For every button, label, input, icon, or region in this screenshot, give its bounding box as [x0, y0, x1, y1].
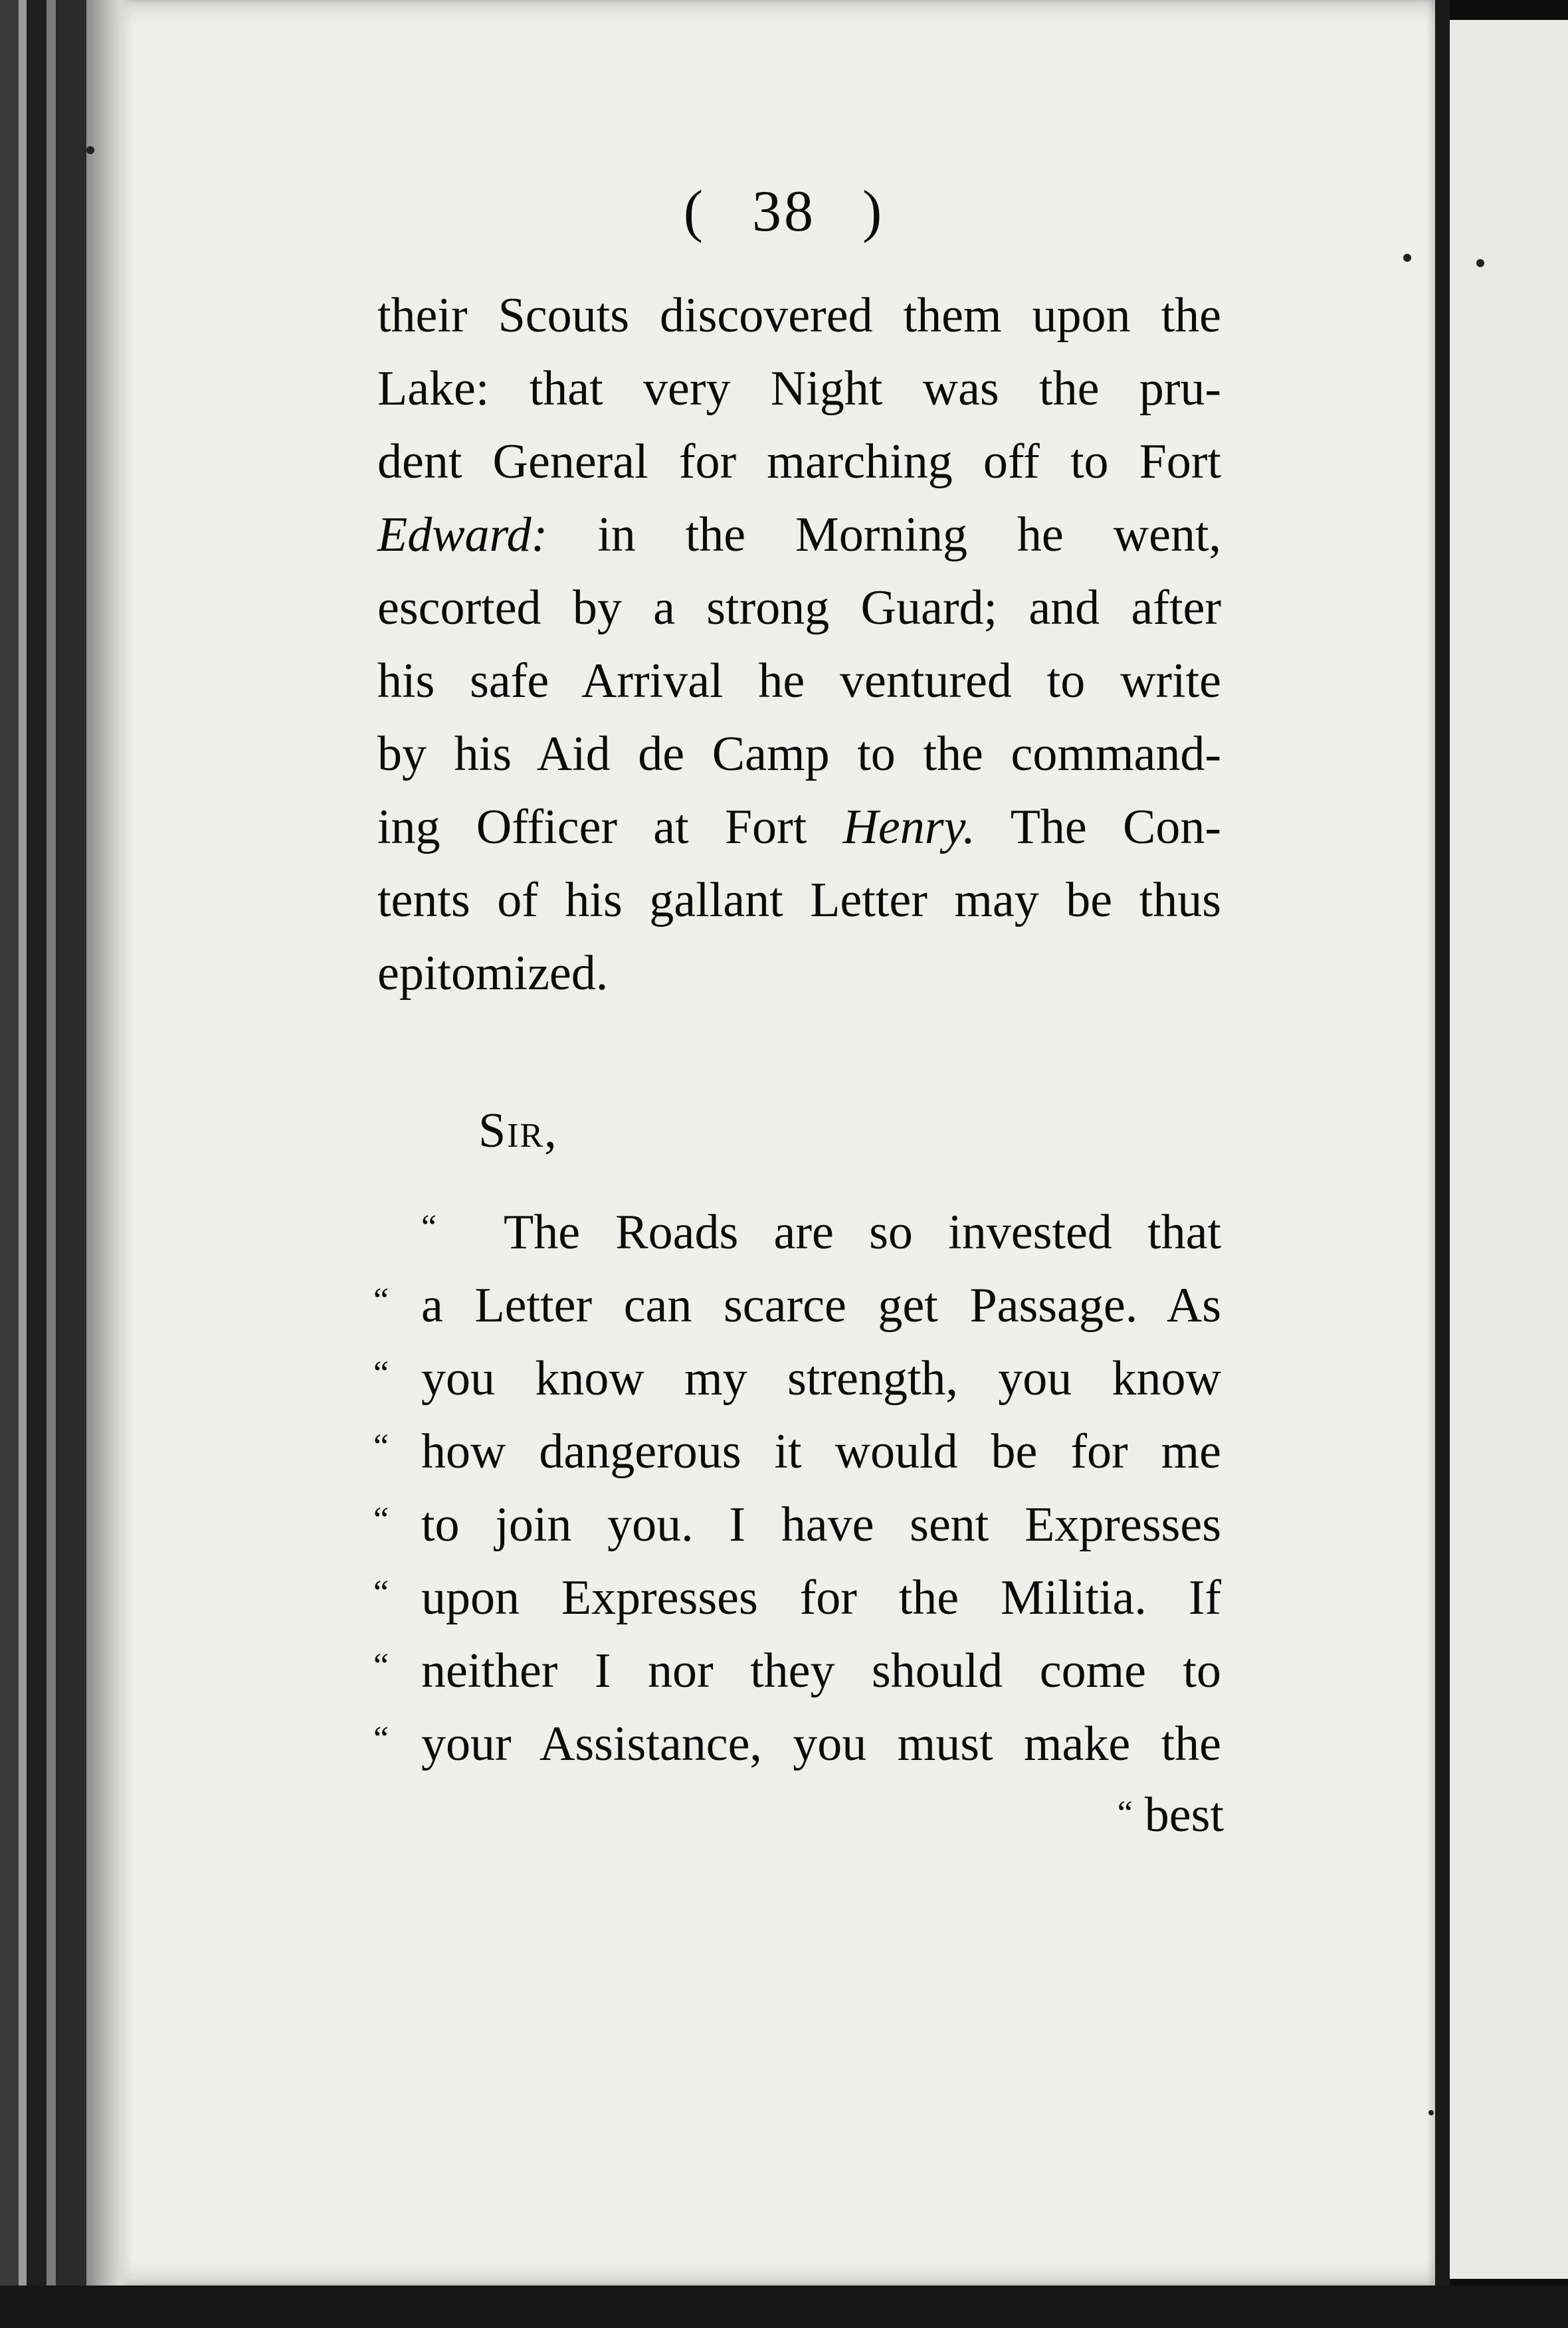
text-line — [377, 791, 1221, 864]
ink-speck — [1403, 254, 1411, 262]
catchword-text: best — [1144, 1788, 1224, 1842]
page-gutter — [1435, 0, 1450, 2328]
text-line: escorted by a strong Guard; and after — [377, 581, 1221, 635]
text-segment: neither I nor they should come to — [421, 1644, 1221, 1698]
italic-place-name: Edward: — [377, 508, 548, 562]
body-text — [377, 279, 1221, 1010]
quote-mark: “ — [373, 1647, 389, 1685]
page-number: 38 — [752, 179, 816, 244]
letter-line — [373, 1415, 1221, 1488]
text-line: by his Aid de Camp to the command- — [377, 727, 1221, 781]
header-open-paren: ( — [683, 179, 706, 244]
text-line: his safe Arrival he ventured to write — [377, 654, 1221, 708]
text-segment: The Con- — [1010, 800, 1221, 854]
italic-place-name: Henry. — [842, 800, 975, 854]
letter-line — [373, 1707, 1221, 1781]
quote-mark: “ — [1117, 1794, 1133, 1832]
text-segment: how dangerous it would be for me — [421, 1424, 1221, 1479]
text-segment: your Assistance, you must make the — [421, 1717, 1221, 1771]
text-segment: ing Officer at Fort — [377, 800, 807, 854]
letter-line — [373, 1634, 1221, 1707]
text-segment: in the Morning he went, — [597, 508, 1222, 562]
book-binding-edge — [0, 0, 86, 2328]
letter-line — [373, 1488, 1221, 1561]
ink-speck — [1428, 2110, 1434, 2115]
letter-line — [377, 1196, 1221, 1269]
text-segment: a Letter can scarce get Passage. As — [421, 1278, 1221, 1333]
text-segment: upon Expresses for the Militia. If — [421, 1571, 1221, 1625]
letter-line — [373, 1342, 1221, 1415]
quote-mark: “ — [373, 1428, 389, 1466]
quote-mark: “ — [373, 1501, 389, 1539]
text-line — [377, 498, 1221, 571]
letter-text — [373, 1196, 1221, 1781]
text-line: dent General for marching off to Fort — [377, 435, 1221, 489]
text-line: Lake: that very Night was the pru- — [377, 361, 1221, 416]
page-bottom-edge — [0, 2285, 1568, 2328]
text-segment: you know my strength, you know — [421, 1351, 1221, 1406]
text-segment: The Roads are so invested that — [504, 1205, 1221, 1260]
catchword — [1118, 1787, 1224, 1844]
page-header — [0, 178, 1568, 245]
ink-speck — [1476, 259, 1484, 267]
quote-mark: “ — [373, 1282, 389, 1319]
quote-mark: “ — [421, 1209, 437, 1246]
letter-salutation: Sir, — [478, 1104, 558, 1158]
quote-mark: “ — [373, 1574, 389, 1612]
header-close-paren: ) — [862, 179, 885, 244]
letter-line — [373, 1561, 1221, 1634]
facing-page — [1450, 20, 1568, 2279]
letter-line — [373, 1269, 1221, 1342]
text-line: their Scouts discovered them upon the — [377, 288, 1221, 343]
ink-speck — [86, 146, 94, 154]
text-line: tents of his gallant Letter may be thus — [377, 873, 1221, 927]
text-line: epitomized. — [377, 946, 609, 1001]
text-segment: to join you. I have sent Expresses — [421, 1498, 1221, 1552]
quote-mark: “ — [373, 1355, 389, 1393]
quote-mark: “ — [373, 1720, 389, 1758]
